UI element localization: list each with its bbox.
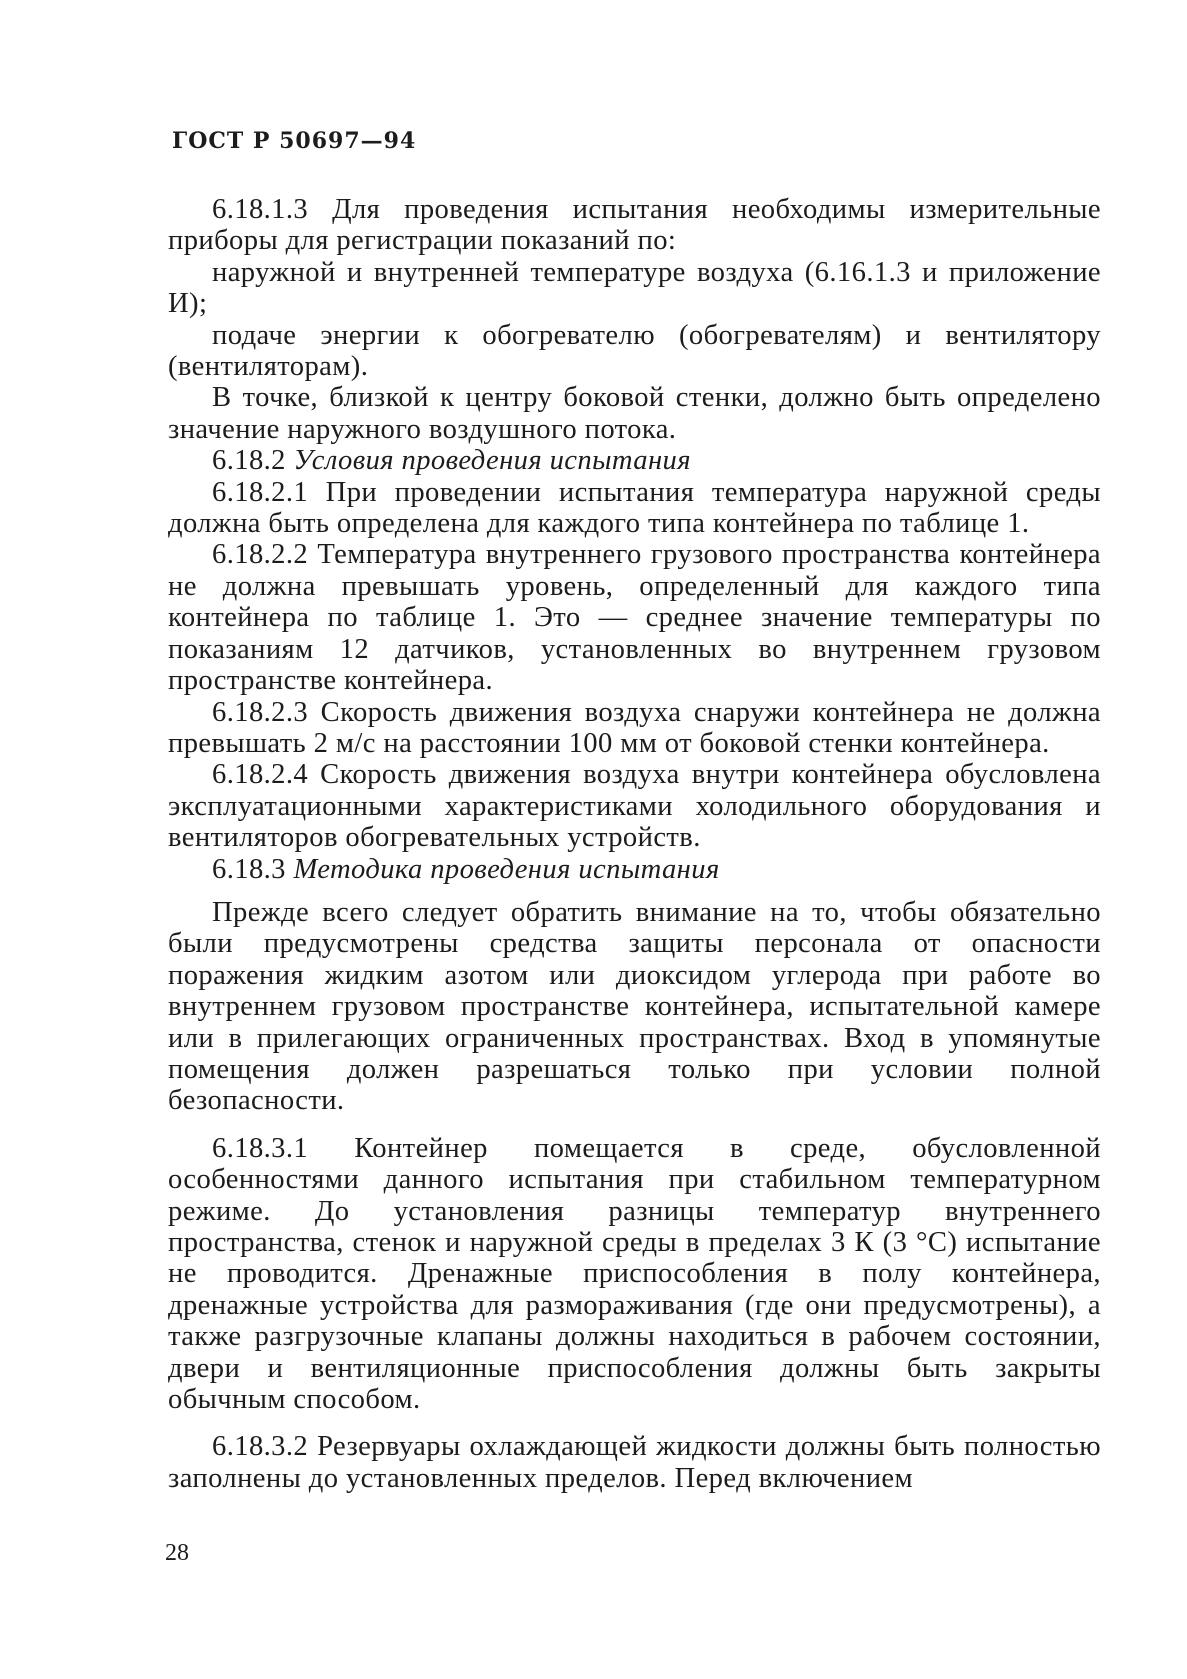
paragraph-6-18-3-1: 6.18.3.1 Контейнер помещается в среде, обусловленной особенностями данного испытания при стабильном температурном режиме. До установления разницы температур внутреннего пространства, стенок и наружной среды в пределах 3 К (3 °С) испытание не проводится. Дренажные приспособления в полу контейнера, дренажные устройства для размораживания (где они предусмотрены), а также разгрузочные клапаны должны находиться в рабочем состоянии, двери и вентиляционные приспособления должны быть закрыты обычным способом.	[168, 1132, 1101, 1416]
paragraph-outdoor-indoor-temperature: наружной и внутренней температуре воздуха (6.16.1.3 и приложение И);	[168, 256, 1101, 320]
paragraph-6-18-2-3: 6.18.2.3 Скорость движения воздуха снаружи контейнера не должна превышать 2 м/с на расстоянии 100 мм от боковой стенки контейнера.	[168, 696, 1101, 759]
page-number: 28	[165, 1540, 189, 1566]
paragraph-6-18-3-2: 6.18.3.2 Резервуары охлаждающей жидкости должны быть полностью заполнены до установленных пределов. Перед включением	[168, 1431, 1101, 1494]
paragraph-6-18-2-1: 6.18.2.1 При проведении испытания температура наружной среды должна быть определена для каждого типа контейнера по таблице 1.	[168, 476, 1101, 540]
paragraph-6-18-1-3: 6.18.1.3 Для проведения испытания необходимы измерительные приборы для регистрации показаний по:	[168, 194, 1101, 257]
paragraph-energy-supply: подаче энергии к обогревателю (обогревателям) и вентилятору (вентиляторам).	[168, 319, 1101, 383]
paragraph-air-flow-point: В точке, близкой к центру боковой стенки, должно быть определено значение наружного воздушного потока.	[168, 382, 1101, 445]
paragraph-6-18-2-4: 6.18.2.4 Скорость движения воздуха внутри контейнера обусловлена эксплуатационными характеристиками холодильного оборудования и вентиляторов обогревательных устройств.	[168, 759, 1101, 854]
section-title: Условия проведения испытания	[293, 445, 691, 477]
document-header: ГОСТ Р 50697—94	[172, 128, 417, 154]
section-title: Методика проведения испытания	[293, 853, 720, 885]
section-heading-6-18-2	[168, 445, 1101, 476]
paragraph-6-18-2-2: 6.18.2.2 Температура внутреннего грузового пространства контейнера не должна превышать уровень, определенный для каждого типа контейнера по таблице 1. Это — среднее значение температуры по показаниям 12 датчиков, установленных во внутреннем грузовом пространстве контейнера.	[168, 539, 1101, 697]
paragraph-safety: Прежде всего следует обратить внимание на то, чтобы обязательно были предусмотрены средства защиты персонала от опасности поражения жидким азотом или диоксидом углерода при работе во внутреннем грузовом пространстве контейнера, испытательной камере или в прилегающих ограниченных пространствах. Вход в упомянутые помещения должен разрешаться только при условии полной безопасности.	[168, 896, 1101, 1117]
section-number: 6.18.3	[212, 853, 286, 885]
document-body	[168, 194, 1101, 1494]
section-heading-6-18-3	[168, 854, 1101, 885]
section-number: 6.18.2	[212, 445, 286, 477]
